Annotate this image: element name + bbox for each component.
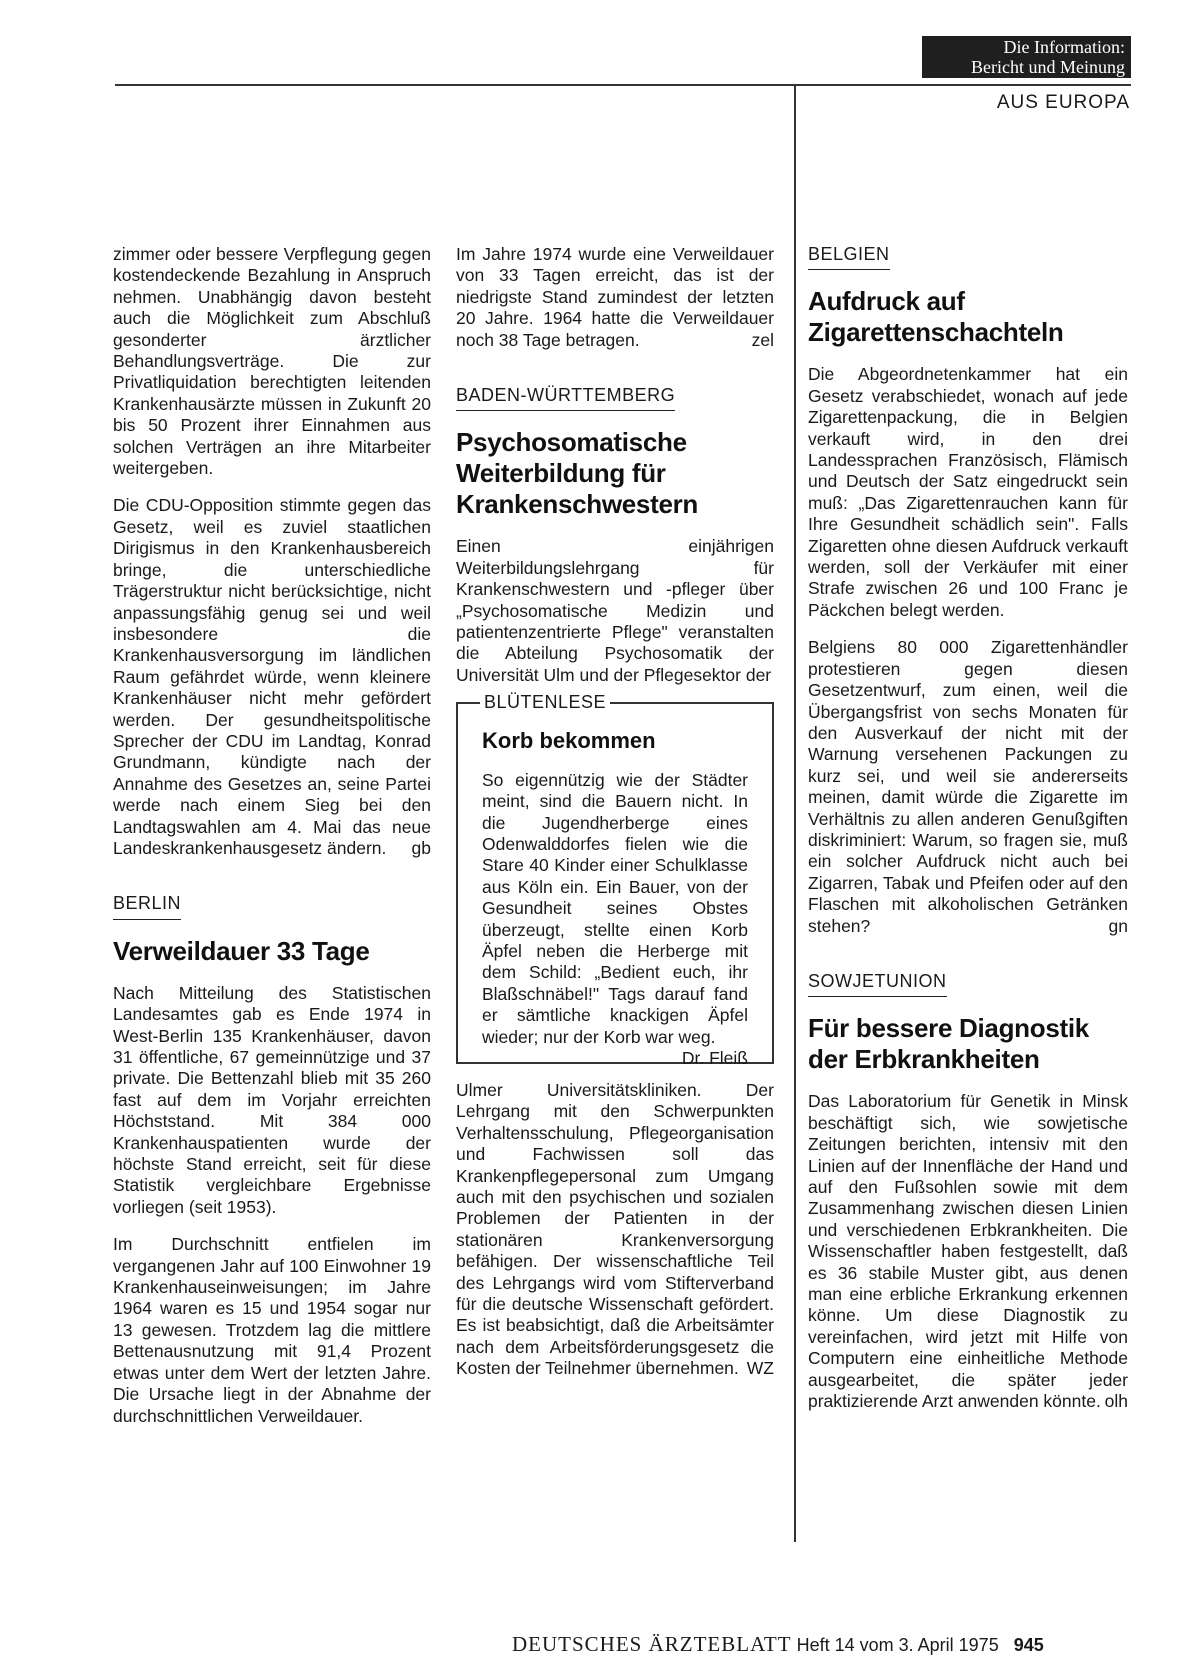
author-signature: olh xyxy=(1104,1391,1128,1412)
sidebar-box xyxy=(456,692,774,1068)
author-signature: gb xyxy=(411,837,431,858)
box-paragraph xyxy=(482,769,748,1068)
paragraph: Einen einjährigen Weiterbildungslehrgang für Krankenschwestern und -pfleger über „Psychosomatische Medizin und patientenzentrierte Pflege" veranstalten die Abteilung Psychosomatik der Universität Ulm und der Pflegesektor der xyxy=(456,536,774,685)
author-signature: Dr. Fleiß xyxy=(681,1047,748,1068)
column-3 xyxy=(808,244,1128,1412)
paragraph xyxy=(456,1080,774,1380)
paragraph xyxy=(808,1091,1128,1412)
author-signature: gn xyxy=(1108,915,1128,936)
journal-masthead: DEUTSCHES ÄRZTEBLATT xyxy=(512,1632,792,1656)
header-box-line2: Bericht und Meinung xyxy=(971,57,1125,77)
paragraph: Nach Mitteilung des Statistischen Landesamtes gab es Ende 1974 in West-Berlin 135 Krankenhäuser, davon 31 öffentliche, 67 gemeinnützige und 37 private. Die Bettenzahl blieb mit 35 260 fast auf dem im Vorjahr erreichten Höchststand. Mit 384 000 Krankenhauspatienten wurde der höchste Stand erreicht, seit für diese Statistik vergleichbare Ergebnisse vorliegen (seit 1953). xyxy=(113,982,431,1217)
header-box-line1: Die Information: xyxy=(1003,37,1125,57)
article-headline: Verweildauer 33 Tage xyxy=(113,935,370,966)
column-1 xyxy=(113,244,431,1427)
header-box xyxy=(922,36,1131,78)
paragraph xyxy=(113,495,431,859)
page-footer xyxy=(512,1632,1044,1657)
column-2 xyxy=(456,244,774,1380)
issue-info: Heft 14 vom 3. April 1975 xyxy=(796,1635,999,1655)
section-label: AUS EUROPA xyxy=(996,92,1130,113)
page-number: 945 xyxy=(1013,1635,1044,1655)
article-headline: Für bessere Diagnostik der Erbkrankheiten xyxy=(808,1013,1089,1075)
paragraph xyxy=(808,637,1128,937)
paragraph-text: Im Jahre 1974 wurde eine Verweildauer von 33 Tagen erreicht, das ist der niedrigste Stand zumindest der letzten 20 Jahre. 1964 hatte die Verweildauer noch 38 Tage betragen. xyxy=(456,244,774,350)
article-headline: Psychosomatische Weiterbildung für Krankenschwestern xyxy=(456,427,699,520)
paragraph-text: So eigennützig wie der Städter meint, sind die Bauern nicht. In die Jugendherberge eines Odenwalddorfes fielen wie die Stare 40 Kinder einer Schulklasse aus Köln ein. Ein Bauer, von der Gesundheit seines Obstes überzeugt, stellte einen Korb Äpfel neben die Herberge mit dem Schild: „Bedient euch, ihr Blaßschnäbel!" Tags darauf fand er sämtliche knackigen Äpfel wieder; nur der Korb war weg. xyxy=(482,769,748,1047)
paragraph: Die Abgeordnetenkammer hat ein Gesetz verabschiedet, wonach auf jede Zigarettenpackung, die in Belgien verkauft wird, in den drei Landessprachen Französisch, Flämisch und Deutsch der Satz eingedruckt sein muß: „Das Zigarettenrauchen kann für Ihre Gesundheit schädlich sein". Falls Zigaretten ohne diesen Aufdruck verkauft werden, soll der Verkäufer mit einer Strafe zwischen 26 und 100 Franc je Päckchen belegt werden. xyxy=(808,364,1128,620)
article-headline: Aufdruck auf Zigarettenschachteln xyxy=(808,286,1064,348)
article-kicker: BELGIEN xyxy=(808,244,890,270)
paragraph-text: Ulmer Universitätskliniken. Der Lehrgang mit den Schwerpunkten Verhaltensschulung, Pflegeorganisation und Fachwissen soll das Krankenpflegepersonal zum Umgang auch mit den psychischen und sozialen Problemen der Patienten in der stationären Krankenversorgung befähigen. Der wissenschaftliche Teil des Lehrgangs wird vom Stifterverband für die deutsche Wissenschaft gefördert. Es ist beabsichtigt, daß die Arbeitsämter nach dem Arbeitsförderungsgesetz die Kosten der Teilnehmer übernehmen. xyxy=(456,1079,774,1379)
box-label: BLÜTENLESE xyxy=(480,692,610,713)
paragraph: zimmer oder bessere Verpflegung gegen kostendeckende Bezahlung in Anspruch nehmen. Unabhängig davon besteht auch die Möglichkeit zum Abschluß gesonderter ärztlicher Behandlungsverträge. Die zur Privatliquidation berechtigten leitenden Krankenhausärzte müssen in Zukunft 20 bis 50 Prozent ihrer Einnahmen aus solchen Verträgen an ihre Mitarbeiter weitergeben. xyxy=(113,244,431,479)
paragraph-text: Belgiens 80 000 Zigarettenhändler protestieren gegen diesen Gesetzentwurf, zum einen, weil die Übergangsfrist von sechs Monaten für den Ausverkauf der nicht mit der Warnung versehenen Packungen zu kurz sei, und weil sie andererseits meinen, damit würde die Zigarette im Verhältnis zu allen anderen Genußgiften diskriminiert: Warum, so fragen sie, muß ein solcher Aufdruck nicht auch bei Zigarren, Tabak und Pfeifen oder auf den Flaschen mit alkoholischen Getränken stehen? xyxy=(808,637,1128,936)
paragraph: Im Durchschnitt entfielen im vergangenen Jahr auf 100 Einwohner 19 Krankenhauseinweisungen; im Jahre 1964 waren es 15 und 1954 sogar nur 13 gewesen. Trotzdem lag die mittlere Bettenausnutzung mit 91,4 Prozent etwas unter dem Wert der letzten Jahre. Die Ursache liegt in der Abnahme der durchschnittlichen Verweildauer. xyxy=(113,1234,431,1426)
column-rule xyxy=(794,86,796,1542)
paragraph xyxy=(456,244,774,351)
paragraph-text: Die CDU-Opposition stimmte gegen das Gesetz, weil es zuviel staatlichen Dirigismus in den Krankenhausbereich bringe, die unterschiedliche Trägerstruktur nicht berücksichtige, nicht anpassungsfähig genug sei und weil insbesondere die Krankenhausversorgung im ländlichen Raum gefährdet würde, wenn kleinere Krankenhäuser nicht mehr gefördert werden. Der gesundheitspolitische Sprecher der CDU im Landtag, Konrad Grundmann, kündigte nach der Annahme des Gesetzes an, seine Partei werde nach einem Sieg bei den Landtagswahlen am 4. Mai das neue Landeskrankenhausgesetz ändern. xyxy=(113,495,431,858)
box-title: Korb bekommen xyxy=(482,728,656,754)
paragraph-text: Das Laboratorium für Genetik in Minsk beschäftigt sich, wie sowjetische Zeitungen berichten, intensiv mit den Linien auf der Innenfläche der Hand und auf den Fußsohlen sowie mit dem Zusammenhang zwischen diesen Linien und verschiedenen Erbkrankheiten. Die Wissenschaftler haben festgestellt, daß es 36 stabile Muster gibt, aus denen man eine erbliche Erkrankung erkennen könne. Um diese Diagnostik zu vereinfachen, wird jetzt mit Hilfe von Computern eine einheitliche Methode ausgearbeitet, die später jeder praktizierende Arzt anwenden könnte. xyxy=(808,1091,1128,1412)
article-kicker: BERLIN xyxy=(113,893,181,919)
author-signature: zel xyxy=(751,329,774,350)
author-signature: WZ xyxy=(746,1358,774,1379)
header-rule xyxy=(115,84,1131,86)
article-kicker: SOWJETUNION xyxy=(808,971,947,997)
article-kicker: BADEN-WÜRTTEMBERG xyxy=(456,385,675,411)
